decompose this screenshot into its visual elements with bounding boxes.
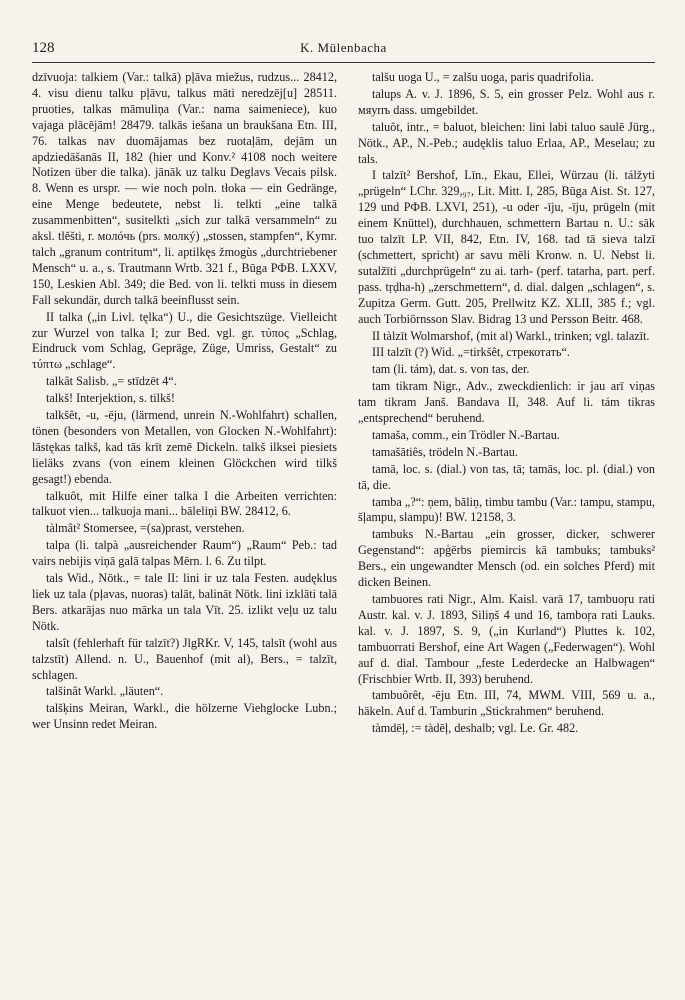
entry-talka-ii: II talka („in Livl. tęlka“) U., die Gesichtszüge. Vielleicht zur Wurzel von talka I; zur Bed. vgl. gr. τύπος „Schlag, Eindruck vom Schlag, Gepräge, Züge, Umriss, Gestalt“ zu τύπτω „schlage“. xyxy=(32,309,337,372)
entry-tals: tals Wid., Nötk., = tale II: lini ir uz tala Festen. audęklus liek uz tala (pļavas, nuoras) talāt, balināt Nötk. lini izklāti talā Bers. atkarājas nuo mārka un tala Vīt. 25. izlikt veļu uz talu Nötk. xyxy=(32,571,337,633)
entry-tamasa: tamaša, comm., ein Trödler N.-Bartau. xyxy=(372,427,560,442)
entry-tambuores: tambuores rati Nigr., Alm. Kaisl. varā 17, tambuoŗu rati Austr. kal. v. J. 1893, Siliņš 4 und 16, tamboŗa rati Lauks. kal. v. J. 1897, S. 9, („in Kurland“) Pluttes k. 102, tambuorrati Bershof, eine Art Wagen („Federwagen“). Wohl auf d. dial. Tambour „feste Lederdecke an Halbwagen“ (Frischbier Wrtb. II, 393) beruhend. xyxy=(358,592,655,686)
entry-tam-tikram: tam tikram Nigr., Adv., zweckdienlich: ir jau arī viņas tam tikram Janš. Bandava II, 348. Auf li. tám tikras „entsprechend“ beruhend. xyxy=(358,379,655,426)
entry-talpa: talpa (li. talpà „ausreichender Raum“) „Raum“ Peb.: tad vairs nebijis viņā galā talpas Mērn. l. 6. Zu tilpt. xyxy=(32,538,337,569)
entry-tambuoret: tambuôrêt, -ēju Etn. III, 74, MWM. VIII, 569 u. a., häkeln. Auf d. Tamburin „Stickrahmen“ beruhend. xyxy=(358,688,655,719)
entry-talzit-ii: II tàlzīt Wolmarshof, (mit al) Warkl., trinken; vgl. talazīt. xyxy=(372,328,650,343)
entry-taluot: taluôt, intr., = baluot, bleichen: lini labi taluo saulē Jürg., Nötk., AP., N.-Peb.; audęklis taluo Erlaa, AP., Meselau; zu tals. xyxy=(358,119,655,166)
entry-tama: tamā, loc. s. (dial.) von tas, tā; tamās, loc. pl. (dial.) von tā, die. xyxy=(358,461,655,492)
entry-tam: tam (li. tám), dat. s. von tas, der. xyxy=(372,362,530,377)
entry-talka-continued: dzīvuoja: talkiem (Var.: talkā) pļāva miežus, rudzus... 28412, 4. visu dienu talku pļāvu, talkus māti neredzēj[u] 28511. pruoties, talkas māmuliņa (Var.: nama saimeniece), kuo vajaga plācējām! 28479. talkās iešana un braukšana Etn. III, 76. talkas nav duomājamas bez ruotaļām, dejām un apdziedāšanās II, 182 (hier und Konv.² 4108 noch weitere Notizen über die talka). jānāk uz talku Deglavs Vecais pilsk. 8. Wenn es urspr. — wie noch poln. tłoka — ein Gedränge, eine Menge bedeutete, nebst li. telkti „eine talkā zusammenbitten“, susitelkti „sich zur talkā versammeln“ zu aksl. tlěšti, r. молóчь (prs. молкý) „stossen, stampfen“, Kymr. talch „granum contritum“, li. aptilkęs žmogùs „durchtriebener Mensch“ u. a., s. Trautmann Wrtb. 321 f., Būga РФВ. LXXV, 150, Leskien Abl. 349; die Bed. von li. telkti muss in diesem Fall sekundär, durch talkā beeinflusst sein. xyxy=(32,70,337,307)
running-title: K. Mülenbacha xyxy=(300,40,387,55)
entry-talmat: tàlmât² Stomersee, =(sa)prast, verstehen. xyxy=(46,521,245,536)
entry-talkset: talkšêt, -u, -ēju, (lärmend, unrein N.-Wohlfahrt) schallen, tönen (besonders von Metallen, von Glocken N.-Wohlfahrt): lāstękas talkš, kad tās krīt zemē Dickeln. talkš ilksei piesiets lieläks zvans (von einem kleinen Glöckchen wird tilkš gesagt!) ebenda. xyxy=(32,408,337,486)
page-number: 128 xyxy=(32,40,55,56)
entry-talkuot: talkuôt, mit Hilfe einer talka I die Arbeiten verrichten: talkuot vien... talkuoja mani... bāleliņi BW. 28412, 6. xyxy=(32,488,337,519)
entry-talskins: talšķins Meiran, Warkl., die hölzerne Viehglocke Lubn.; wer Unsinn redet Meiran. xyxy=(32,701,337,732)
entry-talkat: talkât Salisb. „= stīdzēt 4“. xyxy=(46,374,177,389)
entry-talsinat: talšinât Warkl. „läuten“. xyxy=(46,684,164,699)
entry-tamba: tamba „?“: ņem, bāliņ, timbu tambu (Var.: tampu, stampu, šļampu, slampu)! BW. 12158, 3. xyxy=(358,494,655,525)
entry-tambuks: tambuks N.-Bartau „ein grosser, dicker, schwerer Gegenstand“: apģērbs piemircis kā tambuks; tambuks² Bers., ein ungewandter Mensch (od. ein solches Pferd) mit dicken Beinen. xyxy=(358,527,655,590)
entry-talups: talups A. v. J. 1896, S. 5, ein grosser Pelz. Wohl aus r. мяупъ dass. umgebildet. xyxy=(358,86,655,117)
left-column xyxy=(32,70,337,988)
entry-tamdel: tàmdēļ, := tàdēļ, deshalb; vgl. Le. Gr. 482. xyxy=(372,721,579,736)
entry-talsit: talsît (fehlerhaft für talzīt?) JlgRKr. V, 145, talsīt (wohl aus talzstīt) Allend. n. U., Bauenhof (mit al), Bers., = talzīt, schlagen. xyxy=(32,635,337,682)
entry-talks: talkš! Interjektion, s. tilkš! xyxy=(46,391,175,406)
entry-talzit-i: I talzīt² Bershof, Līn., Ekau, Ellei, Würzau (li. tálžyti „prügeln“ LChr. 329,₉₇, Lit. Mitt. I, 285, Būga Aist. St. 127, 129 und РФВ. LXVI, 251), -u oder -īju, -īju, prügeln (mit einem Knüttel), durchhauen, schmettern Bartau n. U.: sāk tuo talzīt LP. VII, 842, Etn. IV, 168. tad tā sieva talzī (schmettert, spricht) ar savu mēli Kronw. n. U. Nebst li. sutalžīti „durchprügeln“ zu ai. tarh- (perf. tatarha, part. perf. pass. tṛḍha-h) „zerschmettern“, d. dial. dalgen „schlagen“, s. Zupitza Germ. Gutt. 205, Prellwitz KZ. XLII, 385 f.; vgl. auch Torbiörnsson Slav. Bidrag 13 und Persson Beitr. 468. xyxy=(358,168,655,326)
entry-tamasaties: tamašātiês, trödeln N.-Bartau. xyxy=(372,444,518,459)
entry-talzit-iii: III talzīt (?) Wid. „=tirkšêt, стрекотать“. xyxy=(372,345,570,360)
right-column xyxy=(358,70,655,988)
page-header xyxy=(32,40,655,63)
entry-talsu: talšu uoga U., = zalšu uoga, paris quadrifolia. xyxy=(372,70,594,84)
